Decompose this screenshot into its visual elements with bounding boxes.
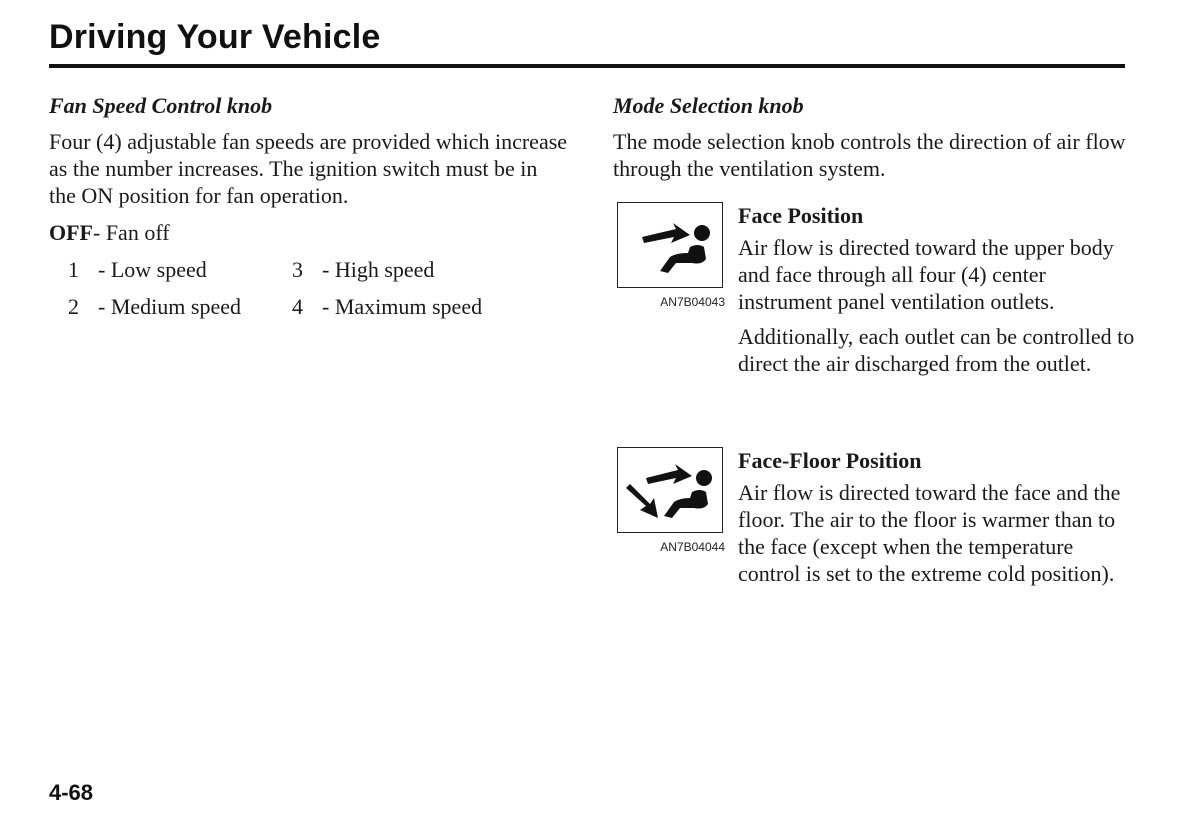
fan-off-key: OFF <box>49 220 93 245</box>
fan-speed-number: 3 <box>292 257 303 282</box>
mode-face-block <box>613 202 1133 447</box>
chapter-title: Driving Your Vehicle <box>49 18 381 56</box>
fan-off-line <box>49 219 569 246</box>
fan-speed-item <box>68 293 292 320</box>
fan-speed-item <box>292 293 532 320</box>
mode-selection-section <box>613 92 1133 687</box>
fan-speed-number: 1 <box>68 257 79 282</box>
face-floor-vent-caption: AN7B04044 <box>660 540 725 554</box>
face-floor-vent-icon <box>617 447 723 533</box>
fan-off-text: - Fan off <box>93 220 170 245</box>
fan-speed-list <box>68 256 569 320</box>
fan-speed-item <box>292 256 532 283</box>
mode-face-paragraph: Air flow is directed toward the upper body and face through all four (4) center instrument panel ventilation outlets. <box>738 235 1114 314</box>
mode-face-paragraph: Additionally, each outlet can be controlled to direct the air discharged from the outlet. <box>738 324 1135 376</box>
face-vent-icon <box>617 202 723 288</box>
mode-face-text <box>738 202 1138 377</box>
fan-speed-item <box>68 256 292 283</box>
mode-face-floor-block <box>613 447 1133 687</box>
fan-speed-label: - Low speed <box>98 257 207 282</box>
mode-face-title: Face Position <box>738 203 864 228</box>
fan-speed-section <box>49 92 569 320</box>
fan-speed-description: Four (4) adjustable fan speeds are provided which increase as the number increases. The ignition switch must be in the ON position for fan operation. <box>49 129 568 208</box>
fan-speed-label: - Maximum speed <box>322 294 483 319</box>
mode-selection-description: The mode selection knob controls the direction of air flow through the ventilation system. <box>613 129 1126 181</box>
fan-speed-title: Fan Speed Control knob <box>49 93 273 118</box>
fan-speed-number: 2 <box>68 294 79 319</box>
fan-speed-number: 4 <box>292 294 303 319</box>
fan-speed-label: - High speed <box>322 257 435 282</box>
title-divider <box>49 64 1125 68</box>
face-vent-caption: AN7B04043 <box>660 295 725 309</box>
mode-face-floor-paragraph: Air flow is directed toward the face and the floor. The air to the floor is warmer than to the face (except when the temperature control is set to the extreme cold position). <box>738 480 1121 586</box>
mode-face-floor-text <box>738 447 1138 587</box>
page-number: 4-68 <box>49 780 94 805</box>
mode-face-floor-title: Face-Floor Position <box>738 448 922 473</box>
fan-speed-label: - Medium speed <box>98 294 241 319</box>
mode-selection-title: Mode Selection knob <box>613 93 804 118</box>
